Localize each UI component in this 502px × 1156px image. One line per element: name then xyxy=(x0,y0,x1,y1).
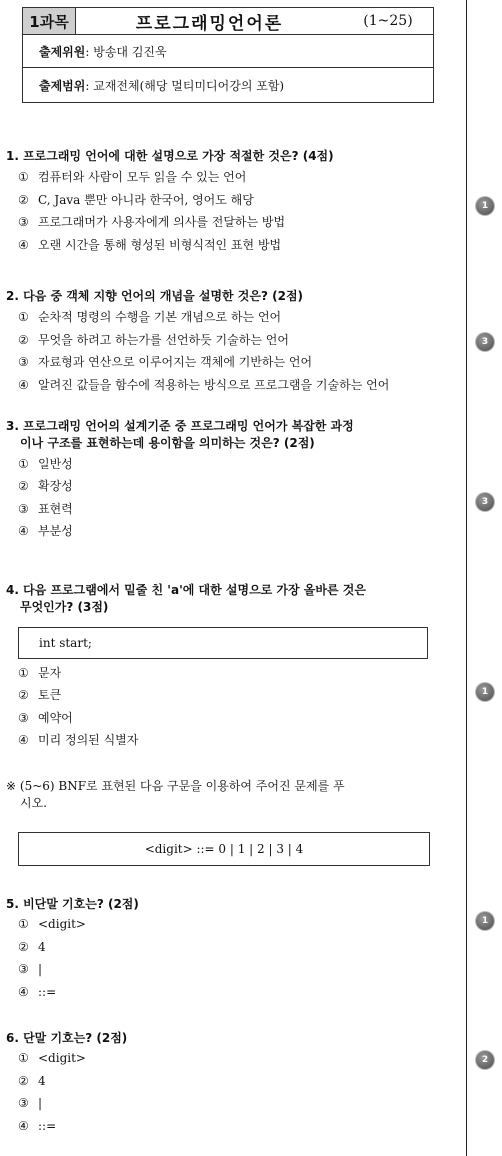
option[interactable]: ④ ::= xyxy=(18,984,57,999)
scope-row xyxy=(23,68,433,102)
option[interactable]: ④ 오랜 시간을 통해 형성된 비형식적인 표현 방법 xyxy=(18,237,282,252)
question-stem-line2: 이나 구조를 표현하는데 용이함을 의미하는 것은? (2점) xyxy=(20,436,315,451)
question-stem xyxy=(6,582,450,617)
exam-header xyxy=(22,7,434,103)
answer-badge: 1 xyxy=(476,683,494,701)
option[interactable]: ① 컴퓨터와 사람이 모두 읽을 수 있는 언어 xyxy=(18,170,247,185)
option-list xyxy=(6,169,450,254)
subject-tag: 1과목 xyxy=(23,8,76,34)
bnf-note xyxy=(6,778,450,813)
answer-badge: 3 xyxy=(476,333,494,351)
note-line2: 시오. xyxy=(20,796,47,811)
author-label: 출제위원 xyxy=(39,44,86,59)
option[interactable]: ② 확장성 xyxy=(18,479,73,494)
subject-range: (1~25) xyxy=(363,13,413,29)
question-3 xyxy=(6,418,450,545)
option[interactable]: ① 일반성 xyxy=(18,456,73,471)
option[interactable]: ① 문자 xyxy=(18,666,62,680)
question-5 xyxy=(6,896,450,1006)
question-stem: 6. 단말 기호는? (2점) xyxy=(6,1031,128,1045)
option-list xyxy=(6,1050,450,1135)
option[interactable]: ④ 알려진 값들을 함수에 적용하는 방식으로 프로그램을 기술하는 언어 xyxy=(18,377,390,392)
option[interactable]: ③ | xyxy=(18,962,43,977)
option[interactable]: ② C, Java 뿐만 아니라 한국어, 영어도 해당 xyxy=(18,192,254,207)
author-value: : 방송대 김진욱 xyxy=(85,44,167,59)
answer-badge: 1 xyxy=(476,197,494,215)
option[interactable]: ② 무엇을 하려고 하는가를 선언하듯 기술하는 언어 xyxy=(18,332,289,347)
column-divider xyxy=(466,0,467,1156)
question-4-options xyxy=(6,665,450,755)
option[interactable]: ① 순차적 명령의 수행을 기본 개념으로 하는 언어 xyxy=(18,310,282,325)
option-list xyxy=(6,456,450,541)
option[interactable]: ① <digit> xyxy=(18,917,86,932)
question-stem-line1: 3. 프로그래밍 언어의 설계기준 중 프로그래밍 언어가 복잡한 과정 xyxy=(6,419,354,433)
bnf-grammar: <digit> ::= 0 | 1 | 2 | 3 | 4 xyxy=(144,842,304,856)
subject-title: 프로그래밍언어론 xyxy=(135,13,284,34)
option[interactable]: ③ 자료형과 연산으로 이루어지는 객체에 기반하는 언어 xyxy=(18,355,313,370)
option[interactable]: ④ ::= xyxy=(18,1118,57,1133)
option[interactable]: ③ 예약어 xyxy=(18,710,73,725)
bnf-grammar-box xyxy=(18,832,430,866)
question-stem: 5. 비단말 기호는? (2점) xyxy=(6,897,139,911)
option-list xyxy=(6,665,450,750)
option[interactable]: ② 토큰 xyxy=(18,688,62,703)
option-list xyxy=(6,309,450,394)
option-list xyxy=(6,916,450,1001)
question-stem: 1. 프로그래밍 언어에 대한 설명으로 가장 적절한 것은? (4점) xyxy=(6,149,334,163)
answer-badge: 3 xyxy=(476,493,494,511)
answer-badge: 1 xyxy=(476,912,494,930)
option[interactable]: ④ 미리 정의된 식별자 xyxy=(18,733,139,748)
option[interactable]: ④ 부분성 xyxy=(18,523,73,538)
question-stem: 2. 다음 중 객체 지향 언어의 개념을 설명한 것은? (2점) xyxy=(6,289,304,303)
code-text: int start; xyxy=(39,636,92,650)
note-mark: ※ xyxy=(6,779,17,793)
note-line1: (5~6) BNF로 표현된 다음 구문을 이용하여 주어진 문제를 푸 xyxy=(19,779,345,793)
option[interactable]: ③ 프로그래머가 사용자에게 의사를 전달하는 방법 xyxy=(18,215,286,230)
option[interactable]: ③ | xyxy=(18,1096,43,1111)
bnf-note-text xyxy=(6,778,450,813)
header-title-row xyxy=(23,8,433,35)
option[interactable]: ② 4 xyxy=(18,1073,46,1088)
option[interactable]: ① <digit> xyxy=(18,1051,86,1066)
scope-value: : 교재전체(해당 멀티미디어강의 포함) xyxy=(85,78,285,93)
code-box xyxy=(18,627,428,659)
question-4 xyxy=(6,582,450,617)
question-stem-line1: 4. 다음 프로그램에서 밑줄 친 'a'에 대한 설명으로 가장 올바른 것은 xyxy=(6,583,366,597)
option[interactable]: ② 4 xyxy=(18,939,46,954)
question-6 xyxy=(6,1030,450,1140)
answer-badge: 2 xyxy=(476,1051,494,1069)
question-2 xyxy=(6,288,450,399)
scope-label: 출제범위 xyxy=(39,78,86,93)
author-row xyxy=(23,35,433,68)
question-1 xyxy=(6,148,450,259)
question-stem xyxy=(6,418,450,453)
option[interactable]: ③ 표현력 xyxy=(18,501,73,516)
question-stem-line2: 무엇인가? (3점) xyxy=(20,600,109,615)
